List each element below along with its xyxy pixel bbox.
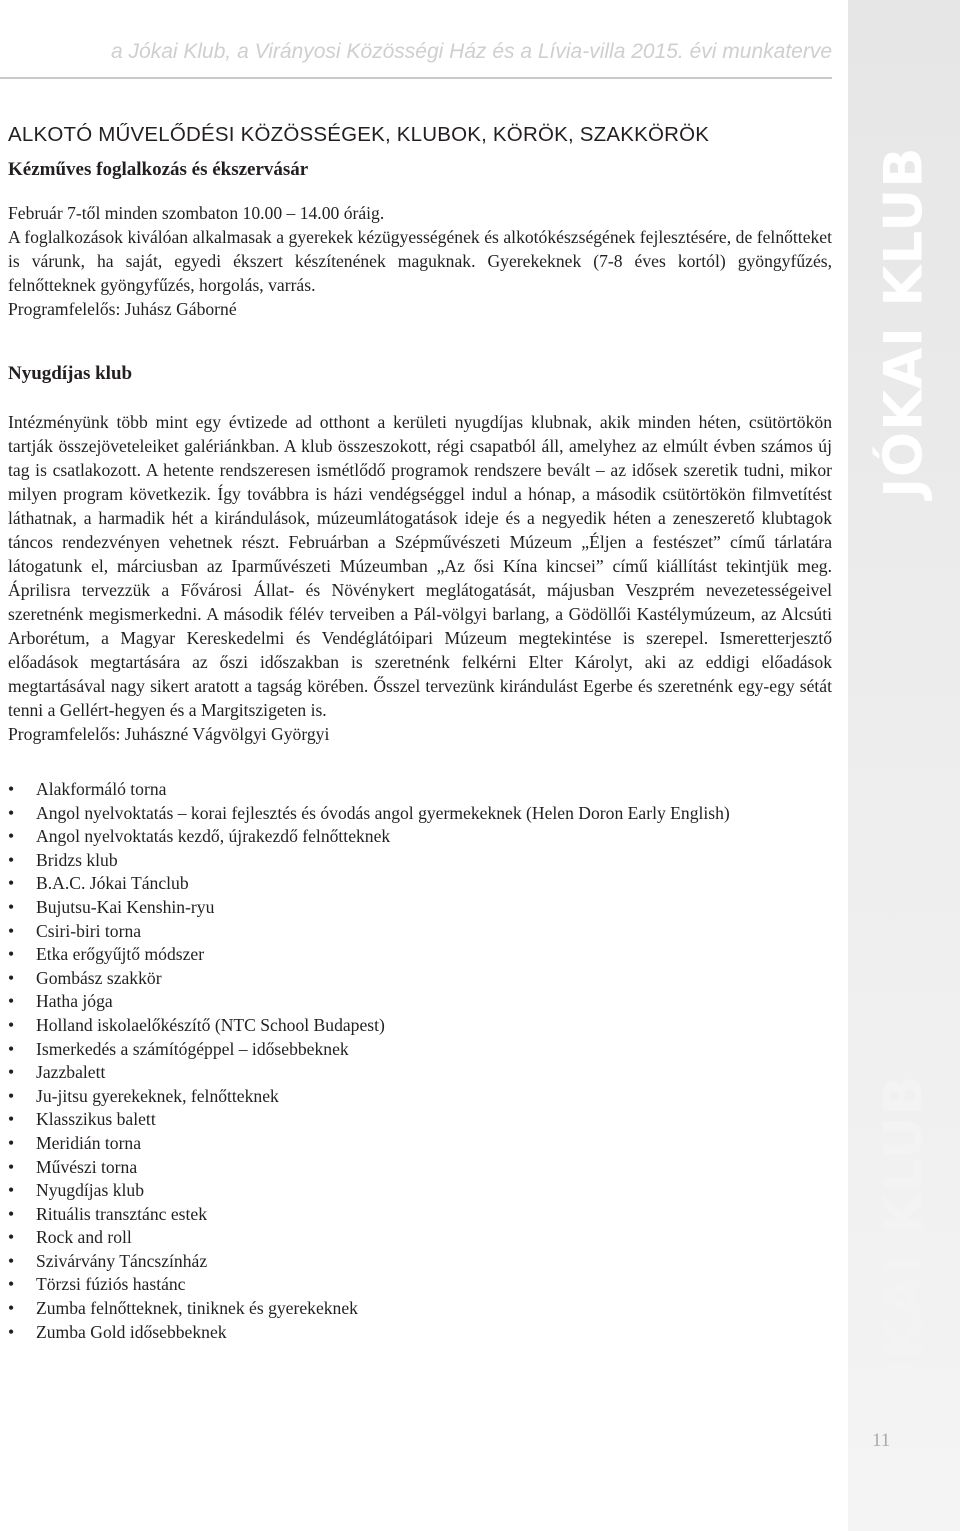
list-item: • Holland iskolaelőkészítő (NTC School Budapest) bbox=[8, 1014, 832, 1038]
pensioners-club-body: Intézményünk több mint egy évtizede ad otthont a kerületi nyugdíjas klubnak, akik minden héten, csütörtökön tartják összejöveteleiket galériánkban. A klub összeszokott, régi csapatból áll, amelyhez az elmúlt évben számos új tag is csatlakozott. A hetente rendszeresen ismétlődő programok rendszere bevált – az idősek szeretik tudni, mikor milyen program következik. Így továbbra is házi vendégséggel indul a hónap, a második csütörtökön filmvetítést láthatnak, a harmadik hét a kirándulások, múzeumlátogatások ideje és a negyedik héten a zeneszerető klubtagok táncos rendezvényen vehetnek részt. Februárban a Szépművészeti Múzeum „Éljen a festészet” című tárlatára látogatunk el, márciusban az Iparművészeti Múzeumban „Az ősi Kína kincsei” című kiállítást tekintjük meg. Áprilisra tervezzük a Fővárosi Állat- és Növénykert meglátogatását, májusban Veszprém nevezetességeivel szeretnénk megismerkedni. A második félév terveiben a Pál-völgyi barlang, a Gödöllői Kastélymúzeum, az Alcsúti Arborétum, a Magyar Kereskedelmi és Vendéglátóipari Múzeum megtekintése is szerepel. Ismeretterjesztő előadások megtartására az őszi időszakban is szeretnénk felkérni Elter Károlyt, aki az eddigi előadások megtartásával nagy sikert aratott a tagság körében. Ősszel tervezünk kirándulást Egerbe és szeretnénk egy-egy sétát tenni a Gellért-hegyen és a Margitszigeten is. bbox=[8, 412, 832, 720]
list-item: • Angol nyelvoktatás kezdő, újrakezdő felnőtteknek bbox=[8, 825, 832, 849]
list-item: • Etka erőgyűjtő módszer bbox=[8, 943, 832, 967]
section-title: ALKOTÓ MŰVELŐDÉSI KÖZÖSSÉGEK, KLUBOK, KÖRÖK, SZAKKÖRÖK bbox=[8, 123, 710, 146]
list-item: • Zumba Gold idősebbeknek bbox=[8, 1321, 832, 1345]
main-content bbox=[8, 123, 832, 1344]
running-header: a Jókai Klub, a Virányosi Közösségi Ház és a Lívia-villa 2015. évi munkaterve bbox=[111, 40, 832, 63]
list-item: • Rock and roll bbox=[8, 1226, 832, 1250]
list-item: • Klasszikus balett bbox=[8, 1108, 832, 1132]
pensioners-club-responsible: Programfelelős: Juhászné Vágvölgyi Györgyi bbox=[8, 724, 330, 744]
list-item: • Rituális transztánc estek bbox=[8, 1203, 832, 1227]
list-item: • Bridzs klub bbox=[8, 849, 832, 873]
list-item: • Alakformáló torna bbox=[8, 778, 832, 802]
list-item: • Zumba felnőtteknek, tiniknek és gyerekeknek bbox=[8, 1297, 832, 1321]
list-item: • Angol nyelvoktatás – korai fejlesztés és óvodás angol gyermekeknek (Helen Doron Early English) bbox=[8, 802, 832, 826]
list-item: • Bujutsu-Kai Kenshin-ryu bbox=[8, 896, 832, 920]
page-number: 11 bbox=[872, 1430, 891, 1451]
list-item: • Ju-jitsu gyerekeknek, felnőtteknek bbox=[8, 1085, 832, 1109]
crafts-heading: Kézműves foglalkozás és ékszervásár bbox=[8, 159, 309, 180]
list-item: • Meridián torna bbox=[8, 1132, 832, 1156]
list-item: • Csiri-biri torna bbox=[8, 920, 832, 944]
pensioners-club-heading: Nyugdíjas klub bbox=[8, 363, 133, 384]
header-divider bbox=[0, 77, 832, 79]
crafts-description: A foglalkozások kiválóan alkalmasak a gyerekek kézügyességének és alkotókészségének fejlesztésére, de felnőtteket is várunk, ha saját, egyedi ékszert készítenének maguknak. Gyerekeknek (7-8 éves kortól) gyöngyfűzés, felnőtteknek gyöngyfűzés, horgolás, varrás. bbox=[8, 227, 832, 295]
program-list bbox=[8, 778, 832, 1344]
list-item: • Törzsi fúziós hastánc bbox=[8, 1273, 832, 1297]
list-item: • Nyugdíjas klub bbox=[8, 1179, 832, 1203]
list-item: • Jazzbalett bbox=[8, 1061, 832, 1085]
crafts-responsible: Programfelelős: Juhász Gáborné bbox=[8, 299, 237, 319]
sidebar-label: JÓKAI KLUB bbox=[873, 146, 935, 498]
list-item: • Ismerkedés a számítógéppel – idősebbeknek bbox=[8, 1038, 832, 1062]
list-item: • Szivárvány Táncszínház bbox=[8, 1250, 832, 1274]
list-item: • B.A.C. Jókai Tánclub bbox=[8, 872, 832, 896]
crafts-schedule: Február 7-től minden szombaton 10.00 – 14.00 óráig. bbox=[8, 203, 385, 223]
list-item: • Hatha jóga bbox=[8, 990, 832, 1014]
list-item: • Művészi torna bbox=[8, 1156, 832, 1180]
sidebar-watermark: JÓKAI KLUB bbox=[873, 1074, 935, 1426]
list-item: • Gombász szakkör bbox=[8, 967, 832, 991]
